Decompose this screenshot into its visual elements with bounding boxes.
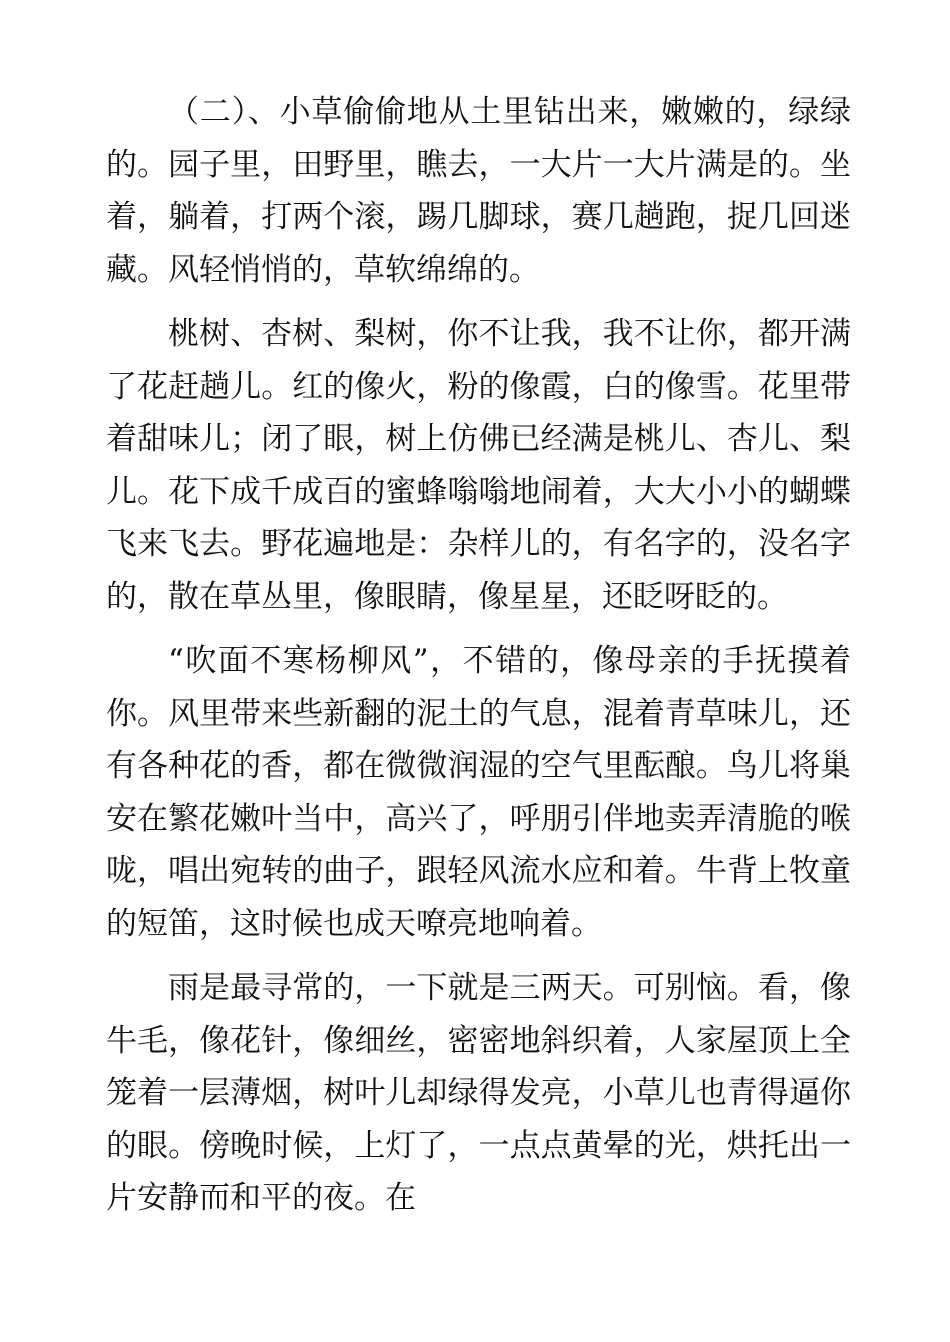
paragraph-flowers: 桃树、杏树、梨树，你不让我，我不让你，都开满了花赶趟儿。红的像火，粉的像霞，白的像雪。花里带着甜味儿；闭了眼，树上仿佛已经满是桃儿、杏儿、梨儿。花下成千成百的蜜蜂嗡嗡地闹着，大大小小的蝴蝶飞来飞去。野花遍地是：杂样儿的，有名字的，没名字的，散在草丛里，像眼睛，像星星，还眨呀眨的。 xyxy=(106,316,851,615)
document-page xyxy=(106,86,851,1237)
paragraph-wind: “吹面不寒杨柳风”，不错的，像母亲的手抚摸着你。风里带来些新翻的泥土的气息，混着青草味儿，还有各种花的香，都在微微润湿的空气里酝酿。鸟儿将巢安在繁花嫩叶当中，高兴了，呼朋引伴地卖弄清脆的喉咙，唱出宛转的曲子，跟轻风流水应和着。牛背上牧童的短笛，这时候也成天嘹亮地响着。 xyxy=(106,643,851,942)
paragraph-rain: 雨是最寻常的，一下就是三两天。可别恼。看，像牛毛，像花针，像细丝，密密地斜织着，人家屋顶上全笼着一层薄烟，树叶儿却绿得发亮，小草儿也青得逼你的眼。傍晚时候，上灯了，一点点黄晕的光，烘托出一片安静而和平的夜。在 xyxy=(106,970,851,1216)
paragraph-grass: （二）、小草偷偷地从土里钻出来，嫩嫩的，绿绿的。园子里，田野里，瞧去，一大片一大片满是的。坐着，躺着，打两个滚，踢几脚球，赛几趟跑，捉几回迷藏。风轻悄悄的，草软绵绵的。 xyxy=(106,94,851,288)
